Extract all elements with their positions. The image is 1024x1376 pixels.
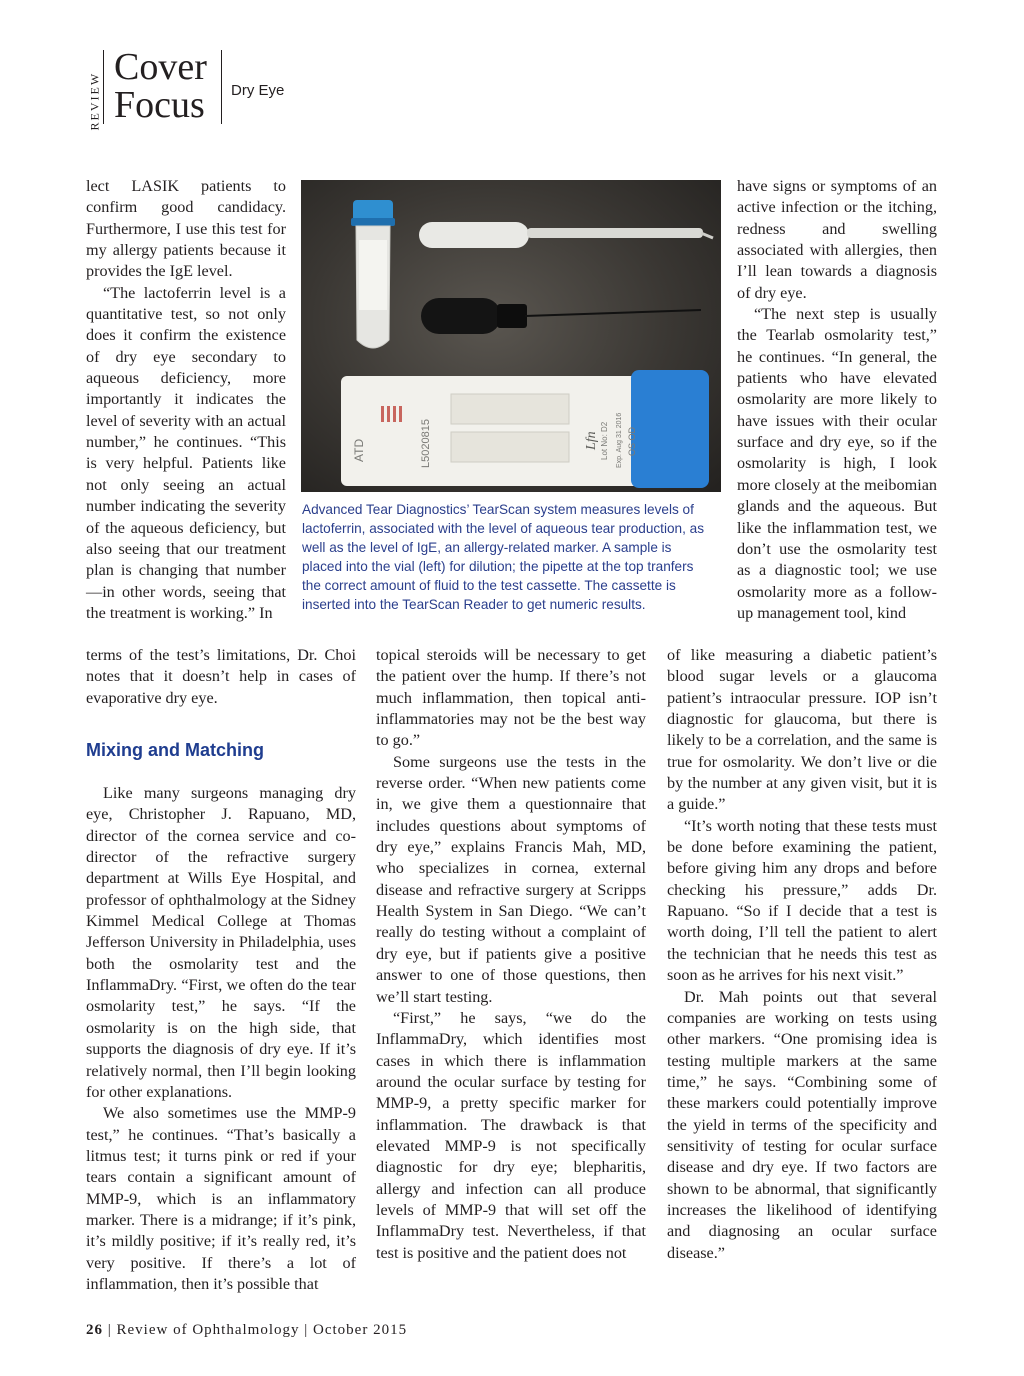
paragraph: “The lactoferrin level is a quantitative test, so not only does it confirm the existence of dry eye secondary to aqueous deficiency, more importantly it indicates the level of severity with an actual number,” he continues. “This is very helpful. Patients like not only seeing an actual number indicating the severity of the aqueous deficiency, but also seeing that our treatment plan is changing that number—in other words, seeing that the treatment is working.” In [86,283,286,622]
paragraph: “First,” he says, “we do the InflammaDry, which identifies most cases in which there is inflammation around the ocular surface by testing for MMP-9, a pretty specific marker for inflammation. The drawback is that elevated MMP-9 is not specifically diagnostic for dry eye; blepharitis, allergy and infection can all produce levels of MMP-9 that will set off the InflammaDry test. Nevertheless, if that test is positive and the patient does not [376,1008,646,1262]
department-title-line2: Focus [114,84,205,126]
article-column-1-top [86,176,286,624]
paragraph: have signs or symptoms of an active infection or the itching, redness and swelling associated with allergies, then I’ll lean towards a diagnosis of dry eye. [737,177,937,302]
paragraph: “It’s worth noting that these tests must be done before examining the patient, before giving him any drops and before checking his pressure,” adds Dr. Rapuano. “So if I decide that a test is worth doing, I’ll tell the patient to alert the technician that he needs this test as soon as he arrives for his next visit.” [667,816,937,985]
header-divider [103,50,104,124]
cassette-eye-marks: OS OD [627,426,637,456]
cassette-exp-text: Exp. Aug 31 2016 [616,412,623,468]
cassette-product-text: Lfn [584,431,599,450]
footer-separator: | [304,1322,309,1338]
header-divider [221,50,222,124]
publication-name: Review of Ophthalmology [116,1322,300,1338]
dropper-icon [421,298,701,334]
paragraph: “The next step is usually the Tearlab osmolarity test,” he continues. “In general, the patients who have elevated osmolarity are more likely to have issues with their ocular surface and dry eye, so if the osmolarity is high, I look more closely at the meibomian glands and the aqueous. But like the inflammation test, we don’t use the osmolarity test as a diagnostic tool; we use osmolarity more as a follow-up management tool, kind [737,305,937,622]
figure-caption: Advanced Tear Diagnostics’ TearScan system measures levels of lactoferrin, associated with the level of aqueous tear production, as well as the level of IgE, an allergy-related marker. A sample is placed into the vial (left) for dilution; the pipette at the top tranfers the correct amount of fluid to the test cassette. The cassette is inserted into the TearScan Reader to get numeric results. [302,502,705,612]
paragraph: lect LASIK patients to confirm good candidacy. Furthermore, I use this test for my allergy patients because it provides the IgE level. [86,177,286,281]
topic-label: Dry Eye [231,82,285,99]
cassette-lot-text: Lot No: D2 [600,421,609,460]
test-cassette-icon [341,370,709,488]
department-title-line1: Cover [114,46,207,88]
article-column-3-bottom [667,645,937,1264]
transfer-pipette-icon [419,222,713,248]
page-number: 26 [86,1322,103,1338]
department-title [114,48,207,124]
paragraph: of like measuring a diabetic patient’s blood sugar levels or a glaucoma patient’s intraocular pressure. IOP isn’t diagnostic for glaucoma, but there is likely to be a correlation, and the same is true for osmolarity. We don’t live or die by the number at any given visit, but it is a guide.” [667,646,937,814]
page-footer [86,1322,407,1339]
paragraph: terms of the test’s limitations, Dr. Choi notes that it doesn’t help in cases of evaporative dry eye. [86,646,356,707]
cassette-brand-text: ATD [352,438,366,462]
paragraph: Dr. Mah points out that several companies are working on tests using other markers. “One promising idea is testing multiple markers at the same time,” he says. “Combining some of these markers could potentially improve the yield in terms of the specificity and sensitivity of testing for ocular surface disease and dry eye. If two factors are shown to be abnormal, that significantly increases the likelihood of identifying and diagnosing an ocular surface disease.” [667,987,937,1262]
paragraph: Some surgeons use the tests in the reverse order. “When new patients come in, we give them a questionnaire that includes questions about symptoms of dry eye,” explains Francis Mah, MD, who specializes in cornea, external disease and refractive surgery at Scripps Health System in San Diego. “We can’t really do testing without a complaint of dry eye, but if patients give a positive answer to one of those questions, then we’ll start testing. [376,752,646,1006]
issue-date: October 2015 [313,1322,408,1338]
article-column-3-top [737,176,937,624]
article-column-1-bottom [86,645,356,1295]
paragraph: topical steroids will be necessary to get the patient over the hump. If there’s not much inflammation, then topical anti-inflammatories may not be the best way to go.” [376,646,646,750]
section-subhead: Mixing and Matching [86,740,264,761]
article-column-2 [376,645,646,1264]
figure-photo [301,180,721,492]
cassette-serial-text: L5020815 [420,419,432,468]
paragraph: We also sometimes use the MMP-9 test,” he continues. “That’s basically a litmus test; it turns pink or red if your tears contain a significant amount of MMP-9, which is an inflammatory marker. There is a midrange; if it’s pink, it’s mildly positive; if it’s really red, it’s very positive. If there’s a lot of inflammation, then it’s possible that [86,1104,356,1293]
section-label-text: REVIEW [87,71,102,131]
paragraph: Like many surgeons managing dry eye, Christopher J. Rapuano, MD, director of the cornea service and co-director of the refractive surgery department at Wills Eye Hospital, and professor of ophthalmology at the Sidney Kimmel Medical College at Thomas Jefferson University in Philadelphia, uses both the osmolarity test and the InflammaDry. “First, we often do the tear osmolarity test,” he says. “If the osmolarity is on the high side, that supports the diagnosis of dry eye. If it’s relatively normal, then I’ll begin looking for other explanations. [86,784,356,1101]
vial-icon [351,200,395,348]
section-label [62,40,122,131]
footer-separator: | [107,1322,112,1338]
tearscan-kit-illustration [301,180,721,492]
